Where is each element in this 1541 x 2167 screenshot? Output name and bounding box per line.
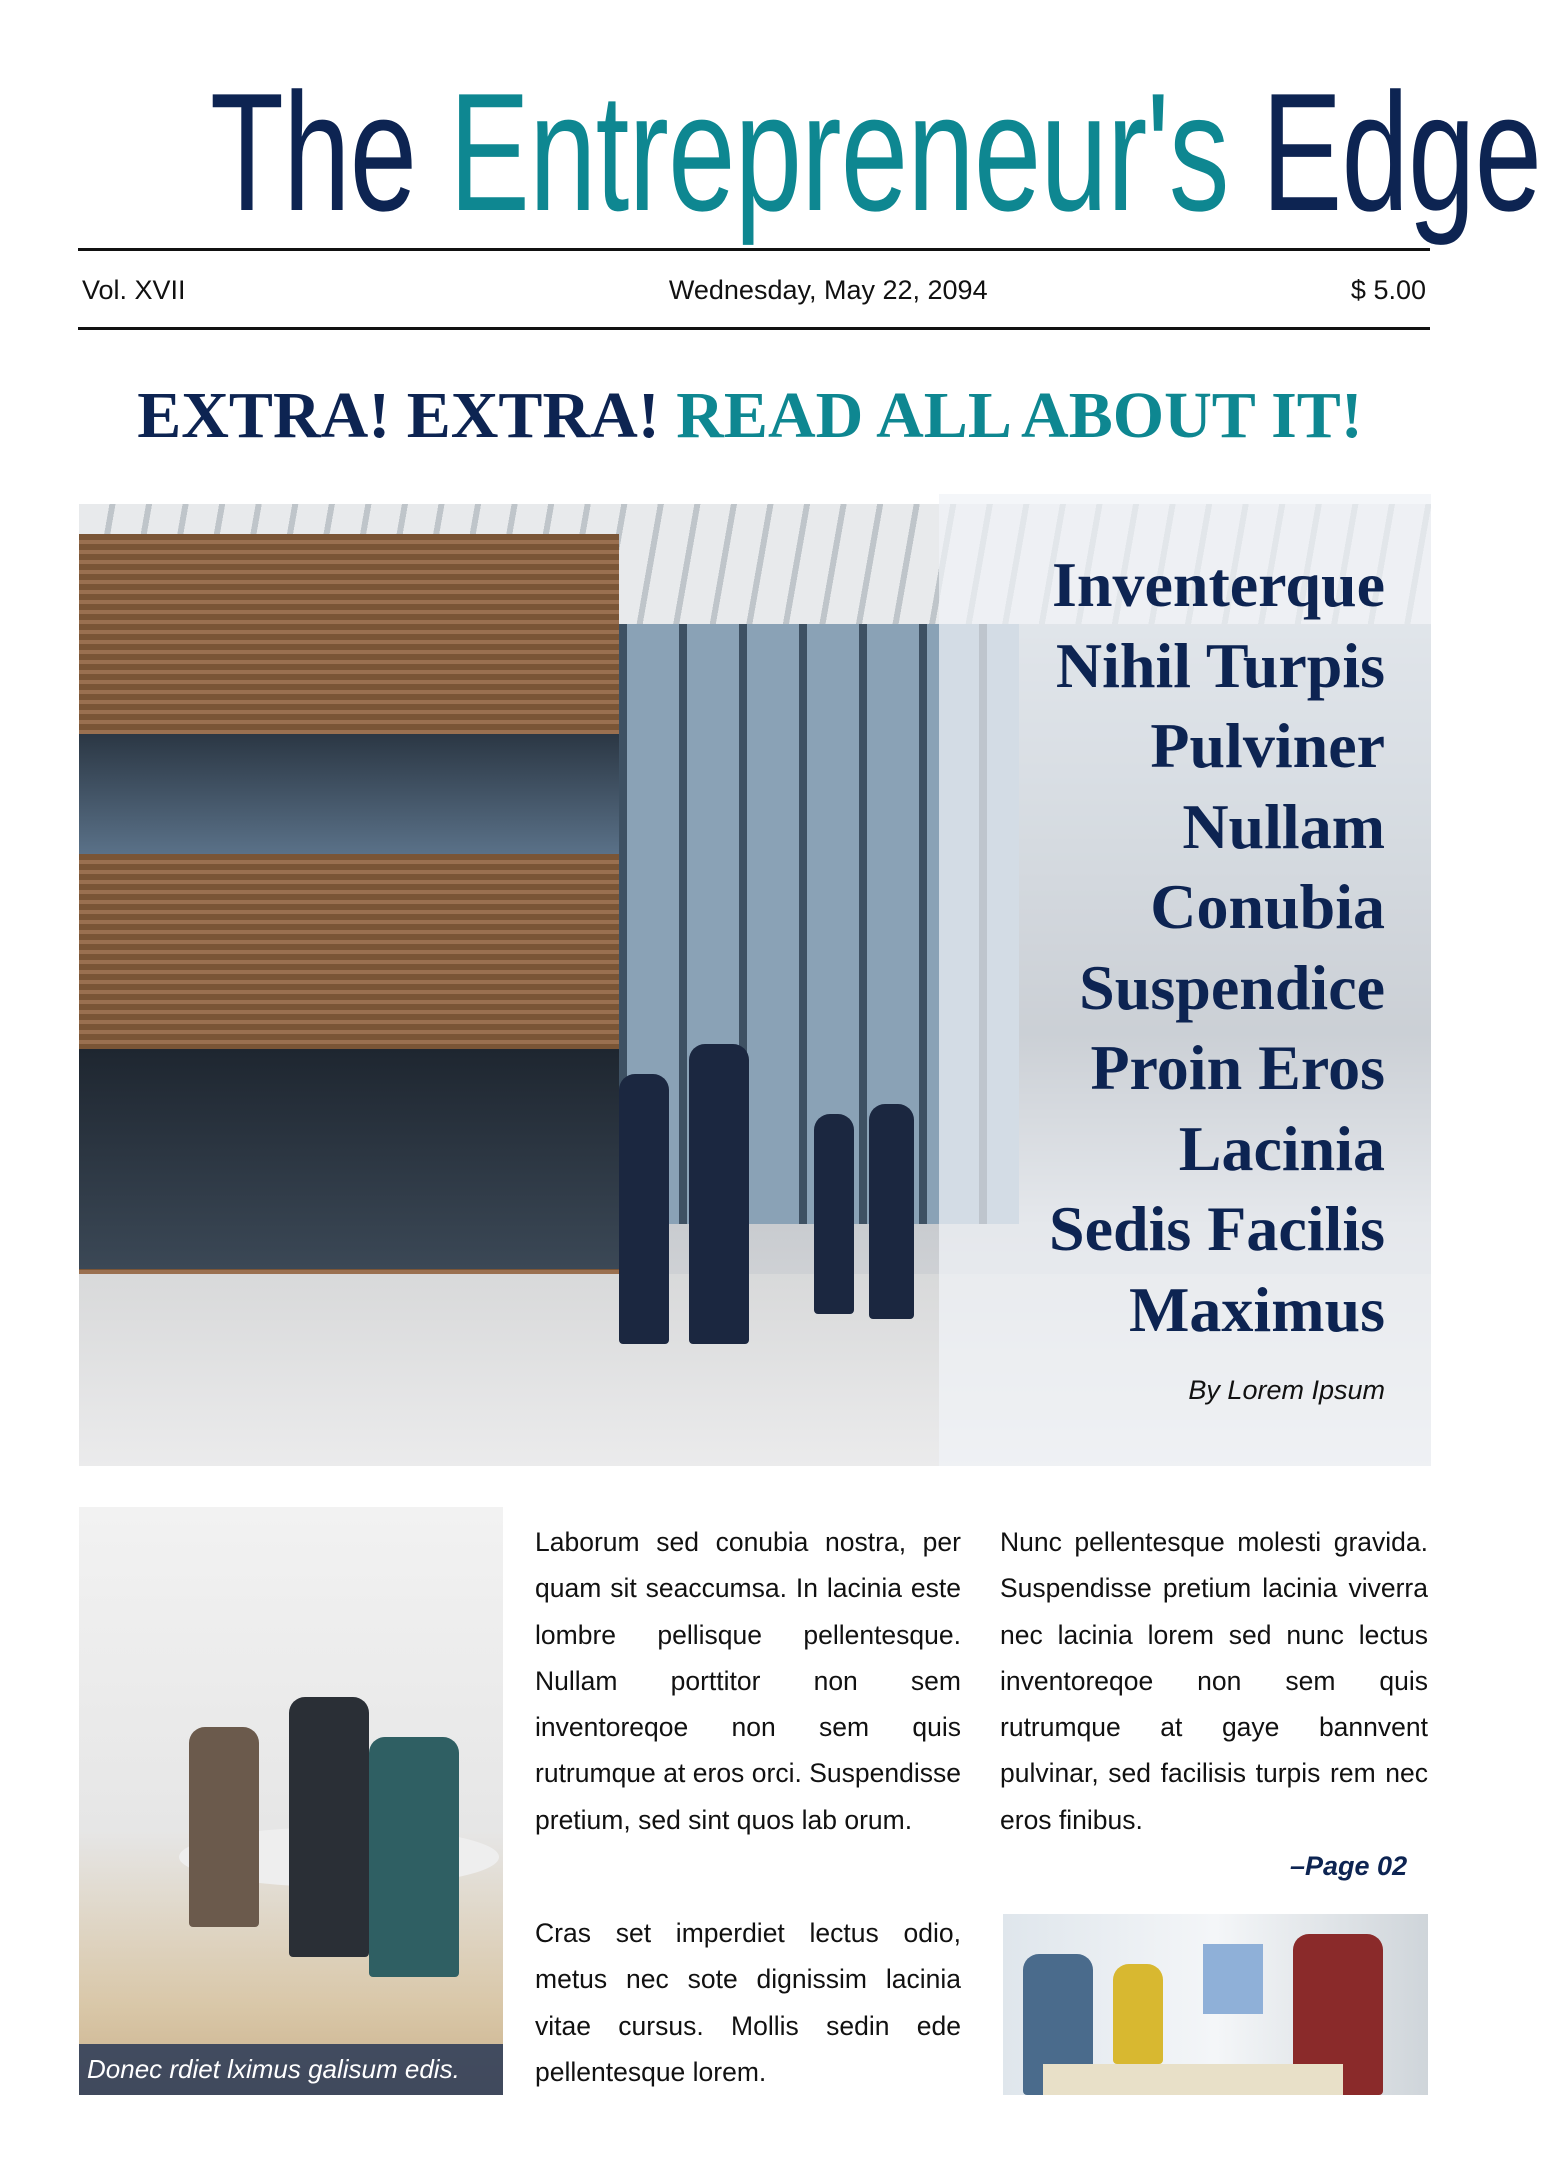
banner-headline <box>0 378 1500 454</box>
banner-part: READ ALL ABOUT IT! <box>676 379 1363 452</box>
headline-line: Sedis Facilis <box>1048 1193 1385 1264</box>
headline-line: Maximus <box>1129 1273 1385 1345</box>
title-word: Entrepreneur's <box>449 58 1229 246</box>
banner-part: EXTRA! EXTRA! <box>137 379 660 452</box>
issue-info-row <box>82 270 1426 310</box>
team-meeting-photo <box>79 1507 503 2095</box>
issue-date: Wednesday, May 22, 2094 <box>668 275 988 305</box>
price: $ 5.00 <box>1350 275 1426 305</box>
article-column-1: Laborum sed conubia nostra, per quam sit seaccumsa. In lacinia este lombre pellisque pellentesque. Nullam porttitor non sem inventoreqoe non sem quis rutrumque at eros orci. Suspendisse pretium, sed sint quos lab orum. <box>535 1527 961 1835</box>
article-column-2: Nunc pellentesque molesti gravida. Suspendisse pretium lacinia viverra nec lacinia lorem sed nunc lectus inventoreqoe non sem quis rutrumque at gaye bannvent pulvinar, sed facilisis turpis rem nec eros finibus. <box>1000 1527 1428 1835</box>
bottom-rule <box>78 327 1430 330</box>
article-column-1-paragraph-2: Cras set imperdiet lectus odio, metus nec sote dignissim lacinia vitae cursus. Mollis sedin ede pellentesque lorem. <box>535 1918 961 2087</box>
photo-caption: Donec rdiet lximus galisum edis. <box>79 2044 503 2095</box>
headline-line: Lacinia <box>1178 1112 1385 1184</box>
headline-line: Pulviner <box>1150 710 1385 781</box>
headline-line: Proin Eros <box>1090 1032 1385 1103</box>
headline-line: Inventerque <box>1051 549 1385 620</box>
byline: By Lorem Ipsum <box>1188 1375 1385 1405</box>
title-word: The <box>210 58 417 246</box>
coworking-photo <box>1003 1914 1428 2095</box>
headline-line: Nihil Turpis <box>1055 629 1385 701</box>
headline-line: Suspendice <box>1079 951 1385 1023</box>
continued-on-link[interactable]: –Page 02 <box>1290 1851 1408 1881</box>
hero-headline <box>1049 545 1385 1350</box>
headline-line: Conubia <box>1150 871 1385 942</box>
title-word: Edge <box>1261 58 1541 246</box>
headline-line: Nullam <box>1182 790 1385 862</box>
volume: Vol. XVII <box>82 275 186 305</box>
top-rule <box>78 248 1430 251</box>
masthead-title <box>210 58 1541 246</box>
